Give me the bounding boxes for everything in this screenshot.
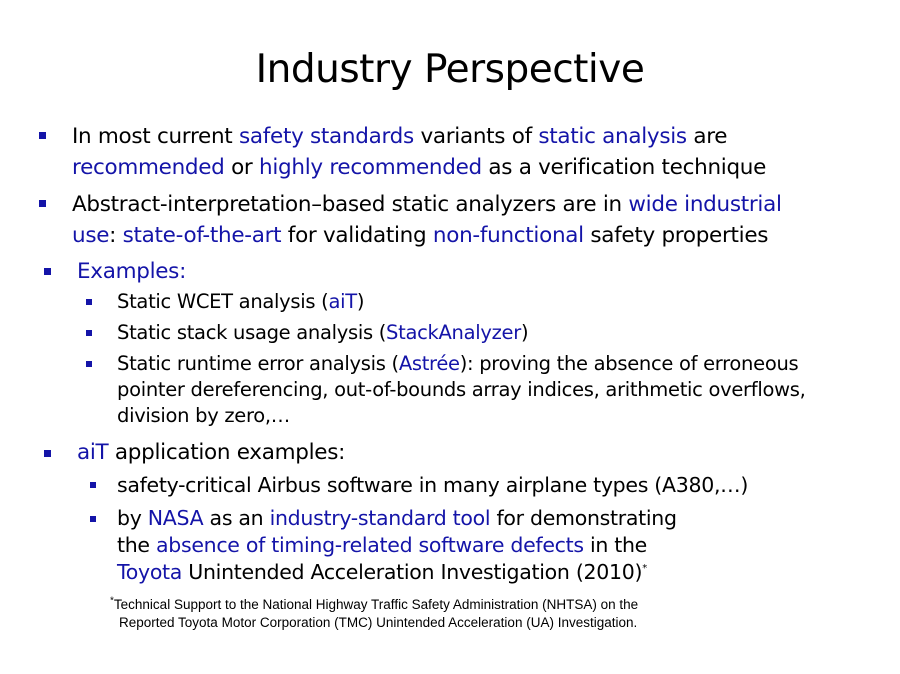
sub-bullet-marker [86, 361, 92, 367]
highlight-recommended: recommended [72, 155, 225, 180]
text: are [686, 124, 728, 149]
highlight-highly-recommended: highly recommended [259, 155, 482, 180]
bullet-2-line-1 [72, 189, 782, 220]
highlight-nasa: NASA [147, 506, 204, 530]
text: in the [583, 533, 647, 557]
highlight-wide-industrial: wide industrial [628, 192, 782, 217]
footnote-line-1 [110, 596, 638, 614]
highlight-ait: aiT [77, 440, 109, 465]
sub-bullet-marker [90, 516, 96, 522]
highlight-use: use [72, 223, 110, 248]
ait-example-airbus: safety-critical Airbus software in many airplane types (A380,…) [117, 473, 749, 497]
example-runtime-line-3: division by zero,… [117, 404, 290, 427]
highlight-astree: Astrée [398, 352, 460, 375]
text: Static stack usage analysis ( [117, 321, 387, 344]
example-stack [117, 320, 528, 347]
example-runtime-line-1 [117, 351, 798, 378]
text: variants of [413, 124, 539, 149]
bullet-marker [44, 268, 51, 275]
bullet-marker [39, 132, 46, 139]
highlight-static-analysis: static analysis [538, 124, 687, 149]
footnote-line-2: Reported Toyota Motor Corporation (TMC) Unintended Acceleration (UA) Investigation. [119, 615, 638, 630]
text: the [117, 533, 156, 557]
highlight-state-of-the-art: state-of-the-art [122, 223, 282, 248]
footnote-marker: * [642, 563, 647, 575]
footnote-marker: * [110, 595, 114, 607]
bullet-marker [44, 450, 51, 457]
text: Unintended Acceleration Investigation (2010) [182, 560, 643, 584]
highlight-stackanalyzer: StackAnalyzer [386, 321, 521, 344]
text: In most current [72, 124, 239, 149]
text: Technical Support to the National Highway Traffic Safety Administration (NHTSA) on the [113, 597, 639, 612]
bullet-marker [39, 200, 46, 207]
ait-heading [77, 437, 345, 468]
sub-bullet-marker [90, 482, 96, 488]
text: or [224, 155, 260, 180]
sub-bullet-marker [86, 299, 92, 305]
text: as a verification technique [481, 155, 767, 180]
text: Abstract-interpretation–based static analyzers are in [72, 192, 629, 217]
example-wcet [117, 289, 364, 316]
text: for validating [281, 223, 433, 248]
ait-example-nasa-line-2 [117, 531, 647, 559]
bullet-1-line-2 [72, 152, 766, 183]
text: application examples: [108, 440, 346, 465]
examples-heading: Examples: [77, 259, 187, 284]
highlight-absence-of-timing-defects: absence of timing-related software defects [155, 533, 584, 557]
text: for demonstrating [490, 506, 677, 530]
text: : [109, 223, 123, 248]
text: ) [356, 290, 365, 313]
text: by [117, 506, 148, 530]
footnote [110, 596, 638, 632]
text: safety properties [583, 223, 769, 248]
highlight-industry-standard-tool: industry-standard tool [269, 506, 491, 530]
highlight-non-functional: non-functional [432, 223, 584, 248]
text: Static WCET analysis ( [117, 290, 329, 313]
sub-bullet-marker [86, 330, 92, 336]
highlight-toyota: Toyota [117, 560, 183, 584]
highlight-safety-standards: safety standards [238, 124, 414, 149]
ait-example-nasa-line-3 [117, 558, 647, 586]
text: ) [520, 321, 529, 344]
text: as an [203, 506, 270, 530]
slide-title: Industry Perspective [255, 47, 645, 92]
example-runtime-line-2: pointer dereferencing, out-of-bounds array indices, arithmetic overflows, [117, 378, 806, 401]
bullet-2-line-2 [72, 220, 768, 251]
text: Static runtime error analysis ( [117, 352, 399, 375]
text: ): proving the absence of erroneous [459, 352, 799, 375]
bullet-1-line-1 [72, 121, 727, 152]
highlight-ait: aiT [328, 290, 357, 313]
ait-example-nasa-line-1 [117, 504, 677, 532]
